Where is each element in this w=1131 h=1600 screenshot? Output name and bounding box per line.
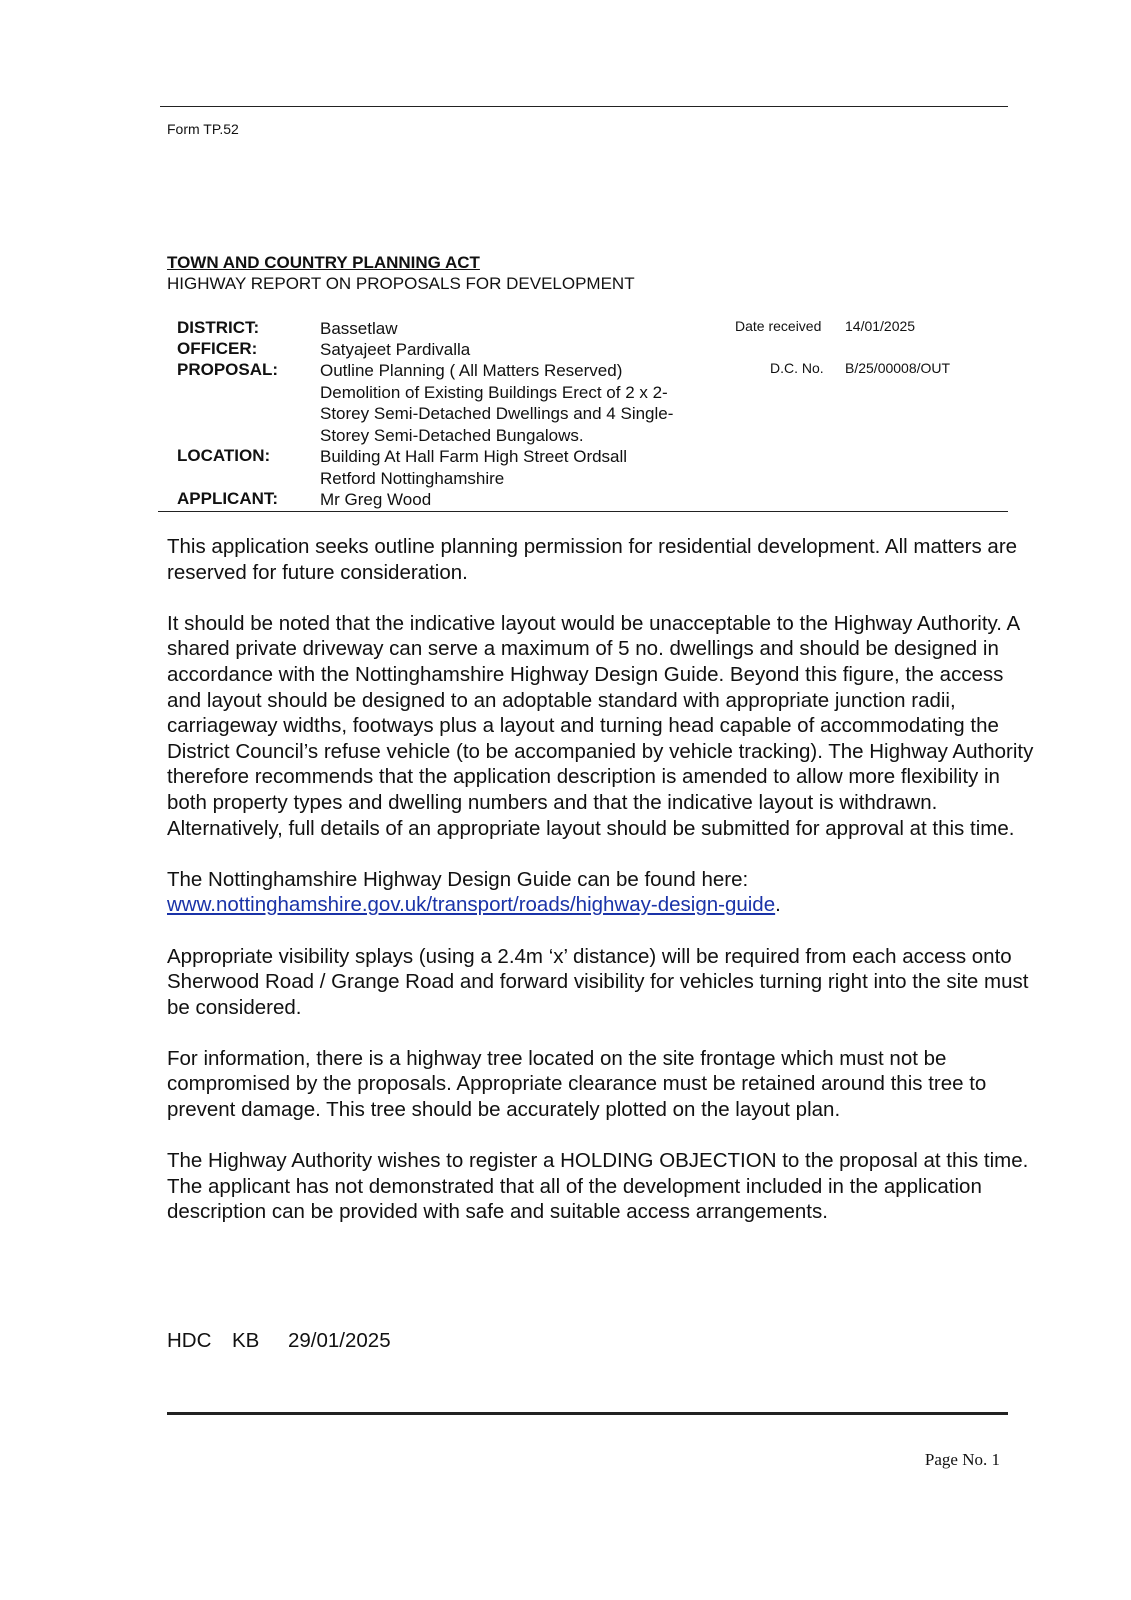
top-rule	[160, 106, 1008, 107]
date-received-value: 14/01/2025	[845, 318, 916, 334]
paragraph-tree: For information, there is a highway tree located on the site frontage which must not be compromised by the proposals. Appropriate clearance must be retained around this tree to prevent damage. This tree should be accurately plotted on the layout plan.	[167, 1046, 987, 1122]
paragraph-visibility: Appropriate visibility splays (using a 2.4m ‘x’ distance) will be required from each access onto Sherwood Road / Grange Road and forward visibility for vehicles turning right into the site must be considered.	[167, 944, 1029, 1019]
act-title: TOWN AND COUNTRY PLANNING ACT	[167, 253, 480, 272]
details-rule	[158, 511, 1008, 512]
paragraph-design-guide	[167, 867, 1037, 918]
signature	[167, 1329, 391, 1353]
paragraph-layout: It should be noted that the indicative layout would be unacceptable to the Highway Authority. A shared private driveway can serve a maximum of 5 no. dwellings and should be designed in accordance with the Nottinghamshire Highway Design Guide. Beyond this figure, the access and layout should be designed to an adoptable standard with appropriate junction radii, carriageway widths, footways plus a layout and turning head capable of accommodating the District Council’s refuse vehicle (to be accompanied by vehicle tracking). The Highway Authority therefore recommends that the application description is amended to allow more flexibility in both property types and dwelling numbers and that the indicative layout is withdrawn. Alternatively, full details of an appropriate layout should be submitted for approval at this time.	[167, 611, 1034, 840]
signature-initials: KB	[232, 1329, 260, 1352]
signature-date: 29/01/2025	[288, 1329, 391, 1352]
dc-number-label: D.C. No.	[770, 360, 824, 376]
design-guide-intro: The Nottinghamshire Highway Design Guide can be found here:	[167, 867, 749, 891]
proposal-label: PROPOSAL:	[177, 360, 279, 379]
officer-label: OFFICER:	[177, 339, 258, 358]
design-guide-period: .	[775, 893, 781, 917]
location-value: Building At Hall Farm High Street Ordsall Retford Nottinghamshire	[320, 447, 628, 488]
paragraph-objection: The Highway Authority wishes to register a HOLDING OBJECTION to the proposal at this time. The applicant has not demonstrated that all of the development included in the application description can be provided with safe and suitable access arrangements.	[167, 1149, 1029, 1224]
date-received-label: Date received	[735, 318, 822, 334]
signature-dept: HDC	[167, 1329, 212, 1352]
applicant-label: APPLICANT:	[177, 489, 279, 508]
proposal-value: Outline Planning ( All Matters Reserved) Demolition of Existing Buildings Erect of 2 x 2-Storey Semi-Detached Dwellings and 4 Single-Storey Semi-Detached Bungalows.	[320, 361, 674, 445]
report-title: HIGHWAY REPORT ON PROPOSALS FOR DEVELOPMENT	[167, 274, 635, 293]
page-number: Page No. 1	[924, 1450, 1000, 1469]
location-label: LOCATION:	[177, 446, 271, 465]
dc-number-value: B/25/00008/OUT	[845, 360, 951, 376]
district-label: DISTRICT:	[177, 318, 260, 337]
officer-value: Satyajeet Pardivalla	[320, 340, 471, 359]
paragraph-summary: This application seeks outline planning permission for residential development. All matters are reserved for future consideration.	[167, 535, 1018, 584]
form-number: Form TP.52	[167, 121, 239, 137]
design-guide-link[interactable]: www.nottinghamshire.gov.uk/transport/roads/highway-design-guide	[167, 893, 776, 917]
district-value: Bassetlaw	[320, 319, 398, 338]
bottom-rule	[167, 1412, 1008, 1415]
applicant-value: Mr Greg Wood	[320, 490, 432, 509]
report-body	[167, 534, 1037, 1251]
